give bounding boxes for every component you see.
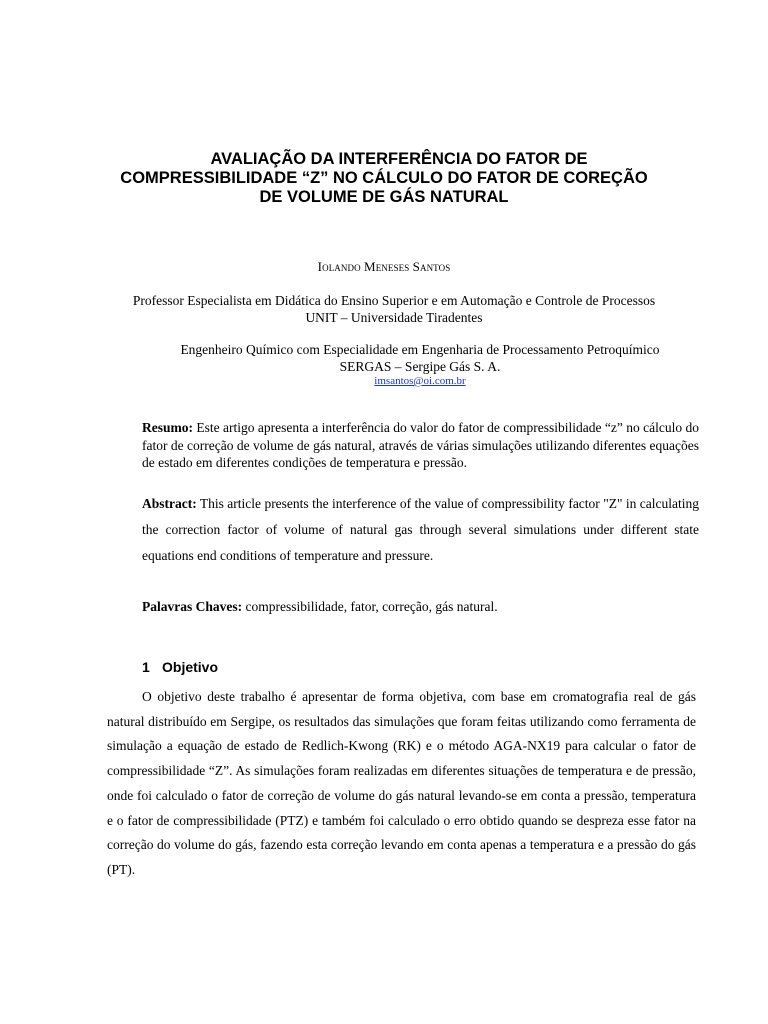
title-line-3: DE VOLUME DE GÁS NATURAL [259, 188, 509, 206]
paper-title [100, 150, 668, 207]
affiliation-2 [140, 341, 700, 388]
abstract-label: Abstract: [142, 496, 197, 511]
affiliation-2-line-2: SERGAS – Sergipe Gás S. A. [339, 359, 501, 374]
author-email-link[interactable]: imsantos@oi.com.br [374, 375, 466, 387]
body-paragraph: O objetivo deste trabalho é apresentar de forma objetiva, com base em cromatografia real de gás natural distribuído em Sergipe, os resultados das simulações que foram feitas utilizando como ferramenta de simulação a equação de estado de Redlich-Kwong (RK) e o método AGA-NX19 para calcular o fator de compressibilidade “Z”. As simulações foram realizadas em diferentes situações de temperatura e de pressão, onde foi calculado o fator de correção de volume do gás natural levando-se em conta a pressão, temperatura e o fator de compressibilidade (PTZ) e também foi calculado o erro obtido quando se despreza esse fator na correção do volume do gás, fazendo esta correção levando em conta apenas a temperatura e a pressão do gás (PT). [107, 689, 696, 877]
author-name: Iolando Meneses Santos [317, 259, 451, 274]
section-heading [142, 659, 218, 675]
resumo-label: Resumo: [142, 420, 193, 435]
keywords-label: Palavras Chaves: [142, 599, 243, 614]
abstract-text: This article presents the interference of the value of compressibility factor "Z" in calculating the correction factor of volume of natural gas through several simulations under different state equations end conditions of temperature and pressure. [142, 496, 700, 563]
body-text [107, 685, 696, 883]
title-line-1: AVALIAÇÃO DA INTERFERÊNCIA DO FATOR DE [210, 150, 588, 168]
abstract-block [142, 491, 699, 569]
resumo-block [142, 419, 699, 472]
affiliation-1-line-1: Professor Especialista em Didática do Ensino Superior e em Automação e Controle de Processos [132, 293, 656, 308]
affiliation-1 [90, 292, 698, 326]
affiliation-2-line-1: Engenheiro Químico com Especialidade em Engenharia de Processamento Petroquímico [180, 342, 660, 357]
affiliation-1-line-2: UNIT – Universidade Tiradentes [305, 310, 483, 325]
resumo-text: Este artigo apresenta a interferência do valor do fator de compressibilidade “z” no cálculo do fator de correção de volume de gás natural, através de várias simulações utilizando diferentes equações de estado em diferentes condições de temperatura e pressão. [142, 420, 699, 470]
keywords-block [142, 598, 699, 616]
section-title: Objetivo [162, 659, 219, 675]
section-number: 1 [142, 659, 150, 675]
title-line-2: COMPRESSIBILIDADE “Z” NO CÁLCULO DO FATOR DE COREÇÃO [120, 169, 648, 187]
keywords-text: compressibilidade, fator, correção, gás natural. [245, 599, 498, 614]
